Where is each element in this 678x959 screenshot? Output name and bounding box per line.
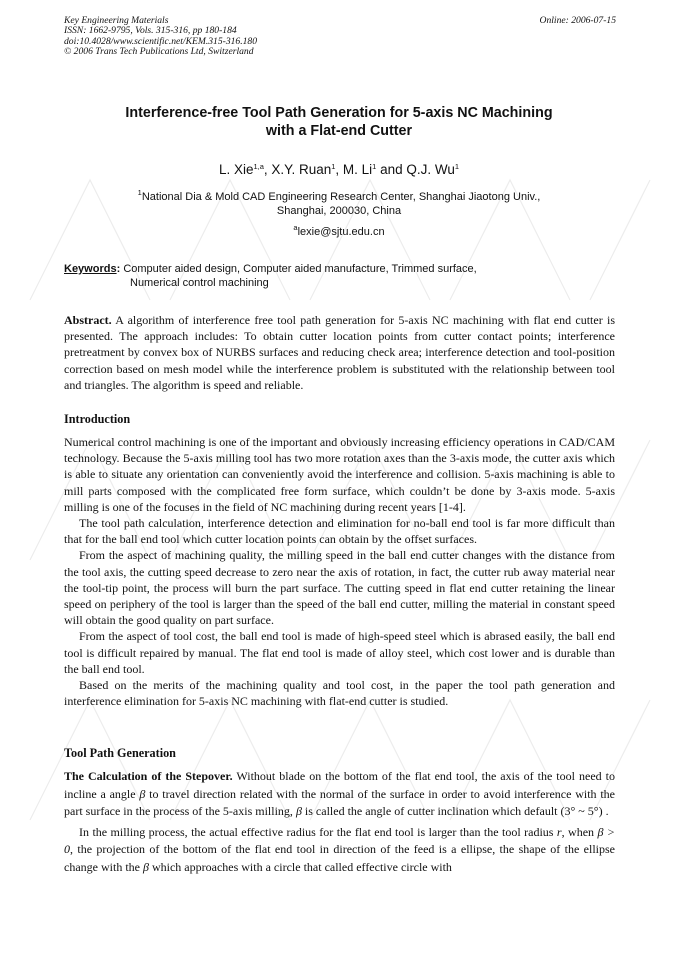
radius-text-b: , when (561, 824, 595, 839)
beta-condition: β > 0 (64, 824, 616, 857)
journal-name: Key Engineering Materials (64, 15, 169, 26)
paper-title (60, 104, 618, 140)
stepover-text-c: is called the angle of cutter inclination which default (304, 804, 558, 819)
introduction-body (64, 434, 615, 709)
author-name: X.Y. Ruan (271, 162, 332, 177)
author-name: L. Xie (218, 162, 254, 177)
stepover-label: The Calculation of the Stepover. (64, 769, 233, 783)
author-name: Q.J. Wu (406, 162, 455, 177)
keywords-block (64, 262, 616, 290)
radius-symbol: r (556, 824, 562, 839)
beta-symbol: β (139, 786, 146, 801)
tool-path-heading: Tool Path Generation (64, 746, 176, 760)
abstract-text: A algorithm of interference free tool path generation for 5-axis NC machining with flat end cutter is presented. The approach includes: To obtain cutter location points from cutter contact points; interference pretreatment by convex box of NURBS surfaces and reducing check area; interference detection and tool-position correction based on mesh model while the interference problem is substituted with the relationship between tool and triangles. The algorithm is speed and reliable. (64, 313, 615, 392)
affiliation (100, 190, 578, 218)
affiliation-sup: 1 (137, 188, 142, 197)
author-separator: and (376, 162, 407, 177)
radius-text-d: , the projection of the bottom of the flat end tool in direction of the feed is a ellipse, the shape of the ellipse change with the (64, 842, 615, 874)
author-list (60, 162, 618, 177)
author-separator: , (263, 162, 272, 177)
issn-line: ISSN: 1662-9795, Vols. 315-316, pp 180-184 (64, 25, 237, 37)
stepover-paragraph (64, 768, 615, 821)
affiliation-line-2: Shanghai, 200030, China (276, 205, 402, 217)
doi-line: doi:10.4028/www.scientific.net/KEM.315-316.180 (64, 35, 258, 47)
beta-symbol: β (295, 804, 302, 819)
beta-symbol: β (142, 859, 149, 874)
author-sup: 1 (372, 162, 377, 171)
abstract (64, 312, 615, 393)
email-sup: a (293, 223, 298, 232)
author-sup: 1,a (253, 162, 264, 171)
radius-text-a: In the milling process, the actual effective radius for the flat end tool is larger than the tool radius (79, 824, 554, 839)
stepover-text-a: Without blade on the bottom of the flat end tool, the axis of the tool need to incline a angle (64, 769, 615, 801)
introduction-heading: Introduction (64, 412, 131, 426)
intro-paragraph-2: The tool path calculation, interference detection and elimination for no-ball end tool is far more difficult than that for the ball end tool which cutter location points can obtain by the offset surfaces. (64, 516, 615, 547)
keywords-line-1: Computer aided design, Computer aided manufacture, Trimmed surface, (123, 263, 477, 275)
stepover-text-b: to travel direction related with the normal of the surface in order to avoid interference with the part surface in the process of the 5-axis milling, (64, 786, 616, 819)
stepover-text-d: (3° ~ 5°) . (560, 804, 609, 819)
intro-paragraph-5: Based on the merits of the machining quality and tool cost, in the paper the tool path generation and interference elimination for 5-axis NC machining with flat-end cutter is studied. (64, 678, 615, 709)
author-name: M. Li (342, 162, 373, 177)
intro-paragraph-3: From the aspect of machining quality, the milling speed in the ball end cutter changes with the distance from the tool axis, the cutting speed decrease to zero near the axis of rotation, in fact, the cutter rub away material near the tool-tip point, the process will burn the part surface. The cutting speed in flat end cutter retaining the linear speed on periphery of the tool is larger than the speed of the ball end cutter, milling the material in constant speed will obtain the good quality on part surface. (64, 548, 615, 628)
title-line-1: Interference-free Tool Path Generation for 5-axis NC Machining (125, 105, 553, 121)
tool-path-body (64, 768, 615, 877)
intro-paragraph-4: From the aspect of tool cost, the ball end tool is made of high-speed steel which is abrased easily, the ball end tool is difficult repaired by manual. The flat end tool is made of alloy steel, which cost lower and is durable than the ball end tool. (64, 629, 615, 676)
abstract-label: Abstract. (64, 313, 112, 327)
radius-text-e: which approaches with a circle that called effective circle with (151, 859, 452, 874)
radius-paragraph (64, 824, 615, 877)
keywords-label: Keywords (64, 263, 117, 275)
keywords-colon: : (116, 263, 121, 275)
keywords-line-2: Numerical control machining (130, 277, 269, 289)
copyright-line: © 2006 Trans Tech Publications Ltd, Switzerland (64, 46, 254, 58)
author-sup: 1 (331, 162, 336, 171)
author-sup: 1 (454, 162, 460, 171)
page-header (64, 16, 616, 58)
affiliation-line-1: National Dia & Mold CAD Engineering Research Center, Shanghai Jiaotong Univ., (141, 191, 541, 203)
author-separator: , (335, 162, 343, 177)
online-date: Online: 2006-07-15 (539, 15, 616, 26)
author-email (60, 223, 618, 238)
email-address: lexie@sjtu.edu.cn (297, 226, 385, 238)
intro-paragraph-1: Numerical control machining is one of the important and obviously increasing efficiency operations in CAD/CAM technology. Because the 5-axis milling tool has two more rotation axes than the 3-axis mode, the cutter axis which is able to situate any orientation can conveniently avoid the interference and collision. 5-axis machining is able to mill parts composed with the complicated free form surface, which couldn’t be done by 3-axis mode. 5-axis milling is one of the focuses in the field of NC machining during recent years [1-4]. (64, 435, 615, 514)
title-line-2: with a Flat-end Cutter (265, 123, 413, 139)
